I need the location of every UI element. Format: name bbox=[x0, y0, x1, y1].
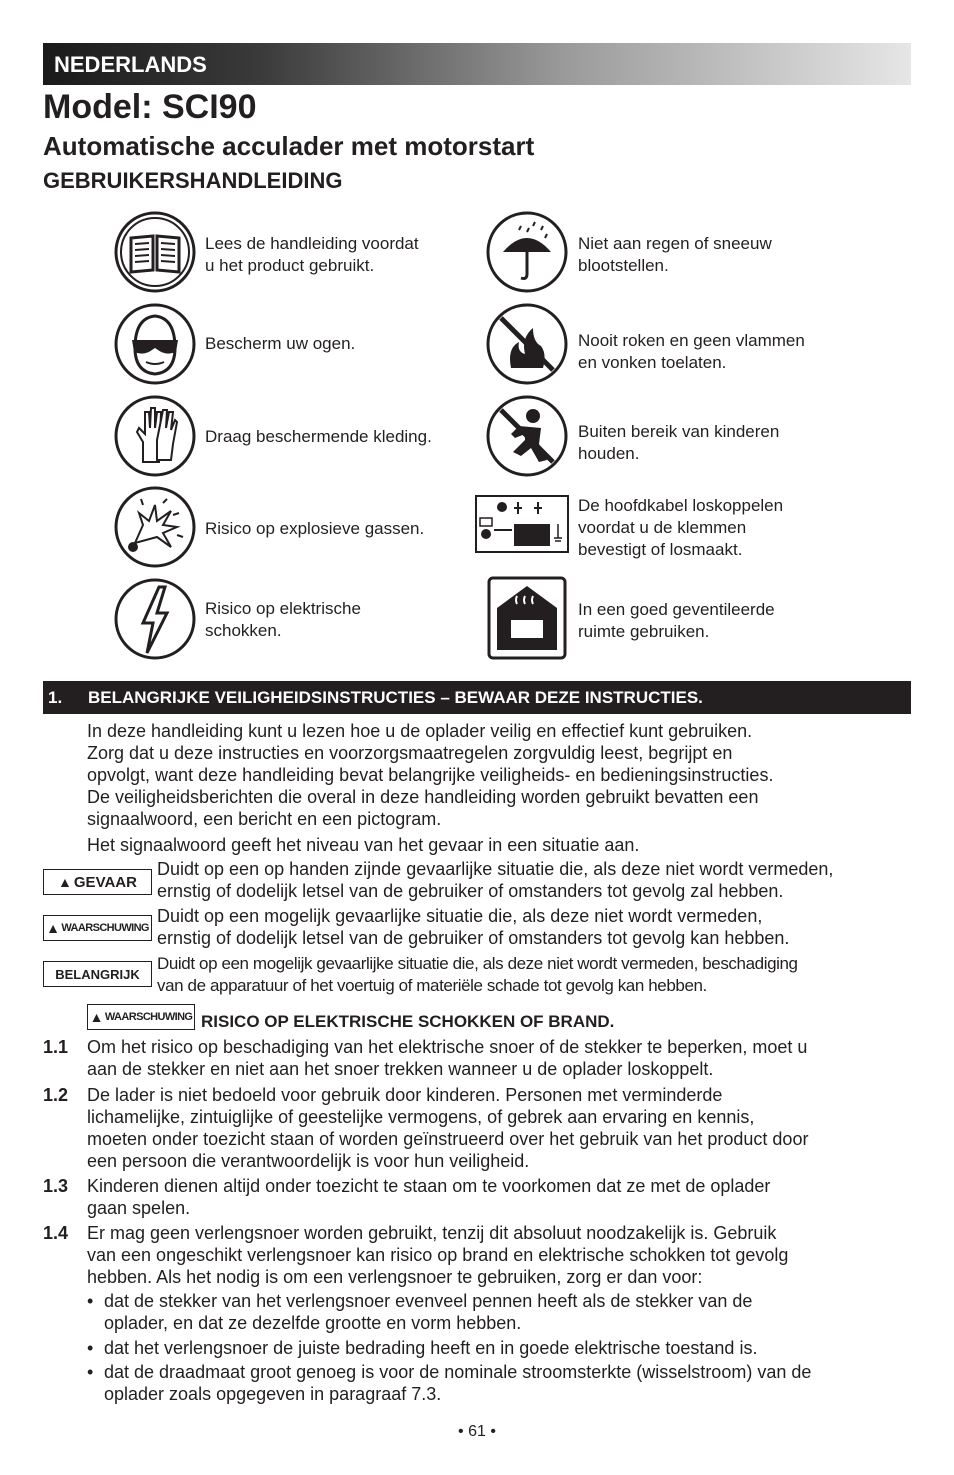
item-text: Kinderen dienen altijd onder toezicht te staan om te voorkomen dat ze met de oplader gaan spelen. bbox=[87, 1176, 771, 1218]
symbol-caption: Bescherm uw ogen. bbox=[205, 334, 356, 353]
signal-word-intro: Het signaalwoord geeft het niveau van het gevaar in een situatie aan. bbox=[87, 835, 640, 855]
bullet-text: dat het verlengsnoer de juiste bedrading heeft en in goede elektrische toestand is. bbox=[104, 1338, 758, 1358]
section-title: BELANGRIJKE VEILIGHEIDSINSTRUCTIES – BEWAAR DEZE INSTRUCTIES. bbox=[88, 688, 703, 707]
keep-away-children-icon bbox=[485, 394, 569, 478]
explosion-icon bbox=[113, 485, 197, 569]
symbol-caption: Nooit roken en geen vlammen en vonken toelaten. bbox=[578, 331, 805, 372]
warning-label: ▲ WAARSCHUWING bbox=[43, 915, 152, 941]
gloves-icon bbox=[113, 394, 197, 478]
item-text: De lader is niet bedoeld voor gebruik door kinderen. Personen met verminderde lichamelijke, zintuiglijke of geestelijke vermogens, of gebrek aan ervaring en kennis, moeten onder toezicht staan of worden geïnstrueerd over het gebruik van het product door een persoon die verantwoordelijk is voor hun veiligheid. bbox=[87, 1085, 809, 1171]
danger-description: Duidt op een op handen zijnde gevaarlijke situatie die, als deze niet wordt vermeden, ernstig of dodelijk letsel van de gebruiker of omstanders tot gevolg zal hebben. bbox=[157, 859, 834, 901]
symbol-caption: Risico op explosieve gassen. bbox=[205, 519, 425, 538]
bullet-marker: • bbox=[87, 1338, 94, 1358]
umbrella-rain-icon bbox=[485, 210, 569, 294]
symbol-caption: Lees de handleiding voordat u het product gebruikt. bbox=[205, 234, 419, 275]
section-heading-bar bbox=[43, 681, 911, 714]
important-label: BELANGRIJK bbox=[43, 961, 152, 987]
item-number: 1.4 bbox=[43, 1223, 69, 1243]
language-bar bbox=[43, 43, 911, 85]
page-number: • 61 • bbox=[458, 1423, 496, 1440]
manual-title: GEBRUIKERSHANDLEIDING bbox=[43, 168, 343, 193]
warning-description: Duidt op een mogelijk gevaarlijke situatie die, als deze niet wordt vermeden, ernstig of dodelijk letsel van de gebruiker of omstanders tot gevolg kan hebben. bbox=[157, 906, 790, 948]
item-text: Om het risico op beschadiging van het elektrische snoer of de stekker te beperken, moet u aan de stekker en niet aan het snoer trekken wanneer u de oplader loskoppelt. bbox=[87, 1037, 808, 1079]
warning-triangle-icon: ▲ bbox=[58, 874, 72, 890]
bullet-marker: • bbox=[87, 1362, 94, 1382]
symbol-caption: Niet aan regen of sneeuw blootstellen. bbox=[578, 234, 772, 275]
danger-label: ▲ GEVAAR bbox=[43, 869, 152, 895]
product-subtitle: Automatische acculader met motorstart bbox=[43, 131, 535, 161]
bullet-marker: • bbox=[87, 1291, 94, 1311]
ventilated-room-icon bbox=[487, 576, 567, 660]
item-number: 1.2 bbox=[43, 1085, 69, 1105]
lightning-icon bbox=[113, 577, 197, 661]
symbol-caption: Draag beschermende kleding. bbox=[205, 427, 432, 446]
disconnect-clamps-icon bbox=[474, 494, 570, 554]
important-description: Duidt op een mogelijk gevaarlijke situatie die, als deze niet wordt vermeden, beschadiging van de apparatuur of het voertuig of materiële schade tot gevolg kan hebben. bbox=[157, 954, 798, 995]
warning-heading: RISICO OP ELEKTRISCHE SCHOKKEN OF BRAND. bbox=[201, 1012, 615, 1031]
bullet-text: dat de stekker van het verlengsnoer evenveel pennen heeft als de stekker van de oplader, en dat ze dezelfde grootte en vorm hebben. bbox=[104, 1291, 753, 1333]
bullet-text: dat de draadmaat groot genoeg is voor de nominale stroomsterkte (wisselstroom) van de oplader zoals opgegeven in paragraaf 7.3. bbox=[104, 1362, 812, 1404]
symbol-caption: In een goed geventileerde ruimte gebruiken. bbox=[578, 600, 775, 641]
item-text: Er mag geen verlengsnoer worden gebruikt, tenzij dit absoluut noodzakelijk is. Gebruik van een ongeschikt verlengsnoer kan risico op brand en elektrische schokken tot gevolg hebben. Als het nodig is om een verlengsnoer te gebruiken, zorg er dan voor: bbox=[87, 1223, 789, 1287]
intro-paragraph: In deze handleiding kunt u lezen hoe u de oplader veilig en effectief kunt gebruiken. Zorg dat u deze instructies en voorzorgsmaatregelen zorgvuldig leest, begrijpt en opvolgt, want deze handleiding bevat belangrijke veiligheids- en bedieningsinstructies. De veiligheidsberichten die overal in deze handleiding worden gebruikt bevatten een signaalwoord, een bericht en een pictogram. bbox=[87, 721, 774, 829]
symbol-caption: De hoofdkabel loskoppelen voordat u de klemmen bevestigt of losmaakt. bbox=[578, 496, 784, 559]
warning-triangle-icon: ▲ bbox=[89, 1009, 103, 1025]
warning-label: ▲ WAARSCHUWING bbox=[87, 1004, 195, 1030]
language-label: NEDERLANDS bbox=[54, 52, 207, 77]
item-number: 1.3 bbox=[43, 1176, 69, 1196]
manual-book-icon bbox=[113, 210, 197, 294]
symbol-caption: Risico op elektrische schokken. bbox=[205, 599, 361, 640]
symbol-caption: Buiten bereik van kinderen houden. bbox=[578, 422, 780, 463]
item-number: 1.1 bbox=[43, 1037, 69, 1057]
warning-triangle-icon: ▲ bbox=[46, 920, 60, 936]
section-number: 1. bbox=[48, 688, 63, 707]
no-flames-icon bbox=[485, 302, 569, 386]
safety-goggles-icon bbox=[113, 302, 197, 386]
model-title: Model: SCI90 bbox=[43, 88, 257, 126]
